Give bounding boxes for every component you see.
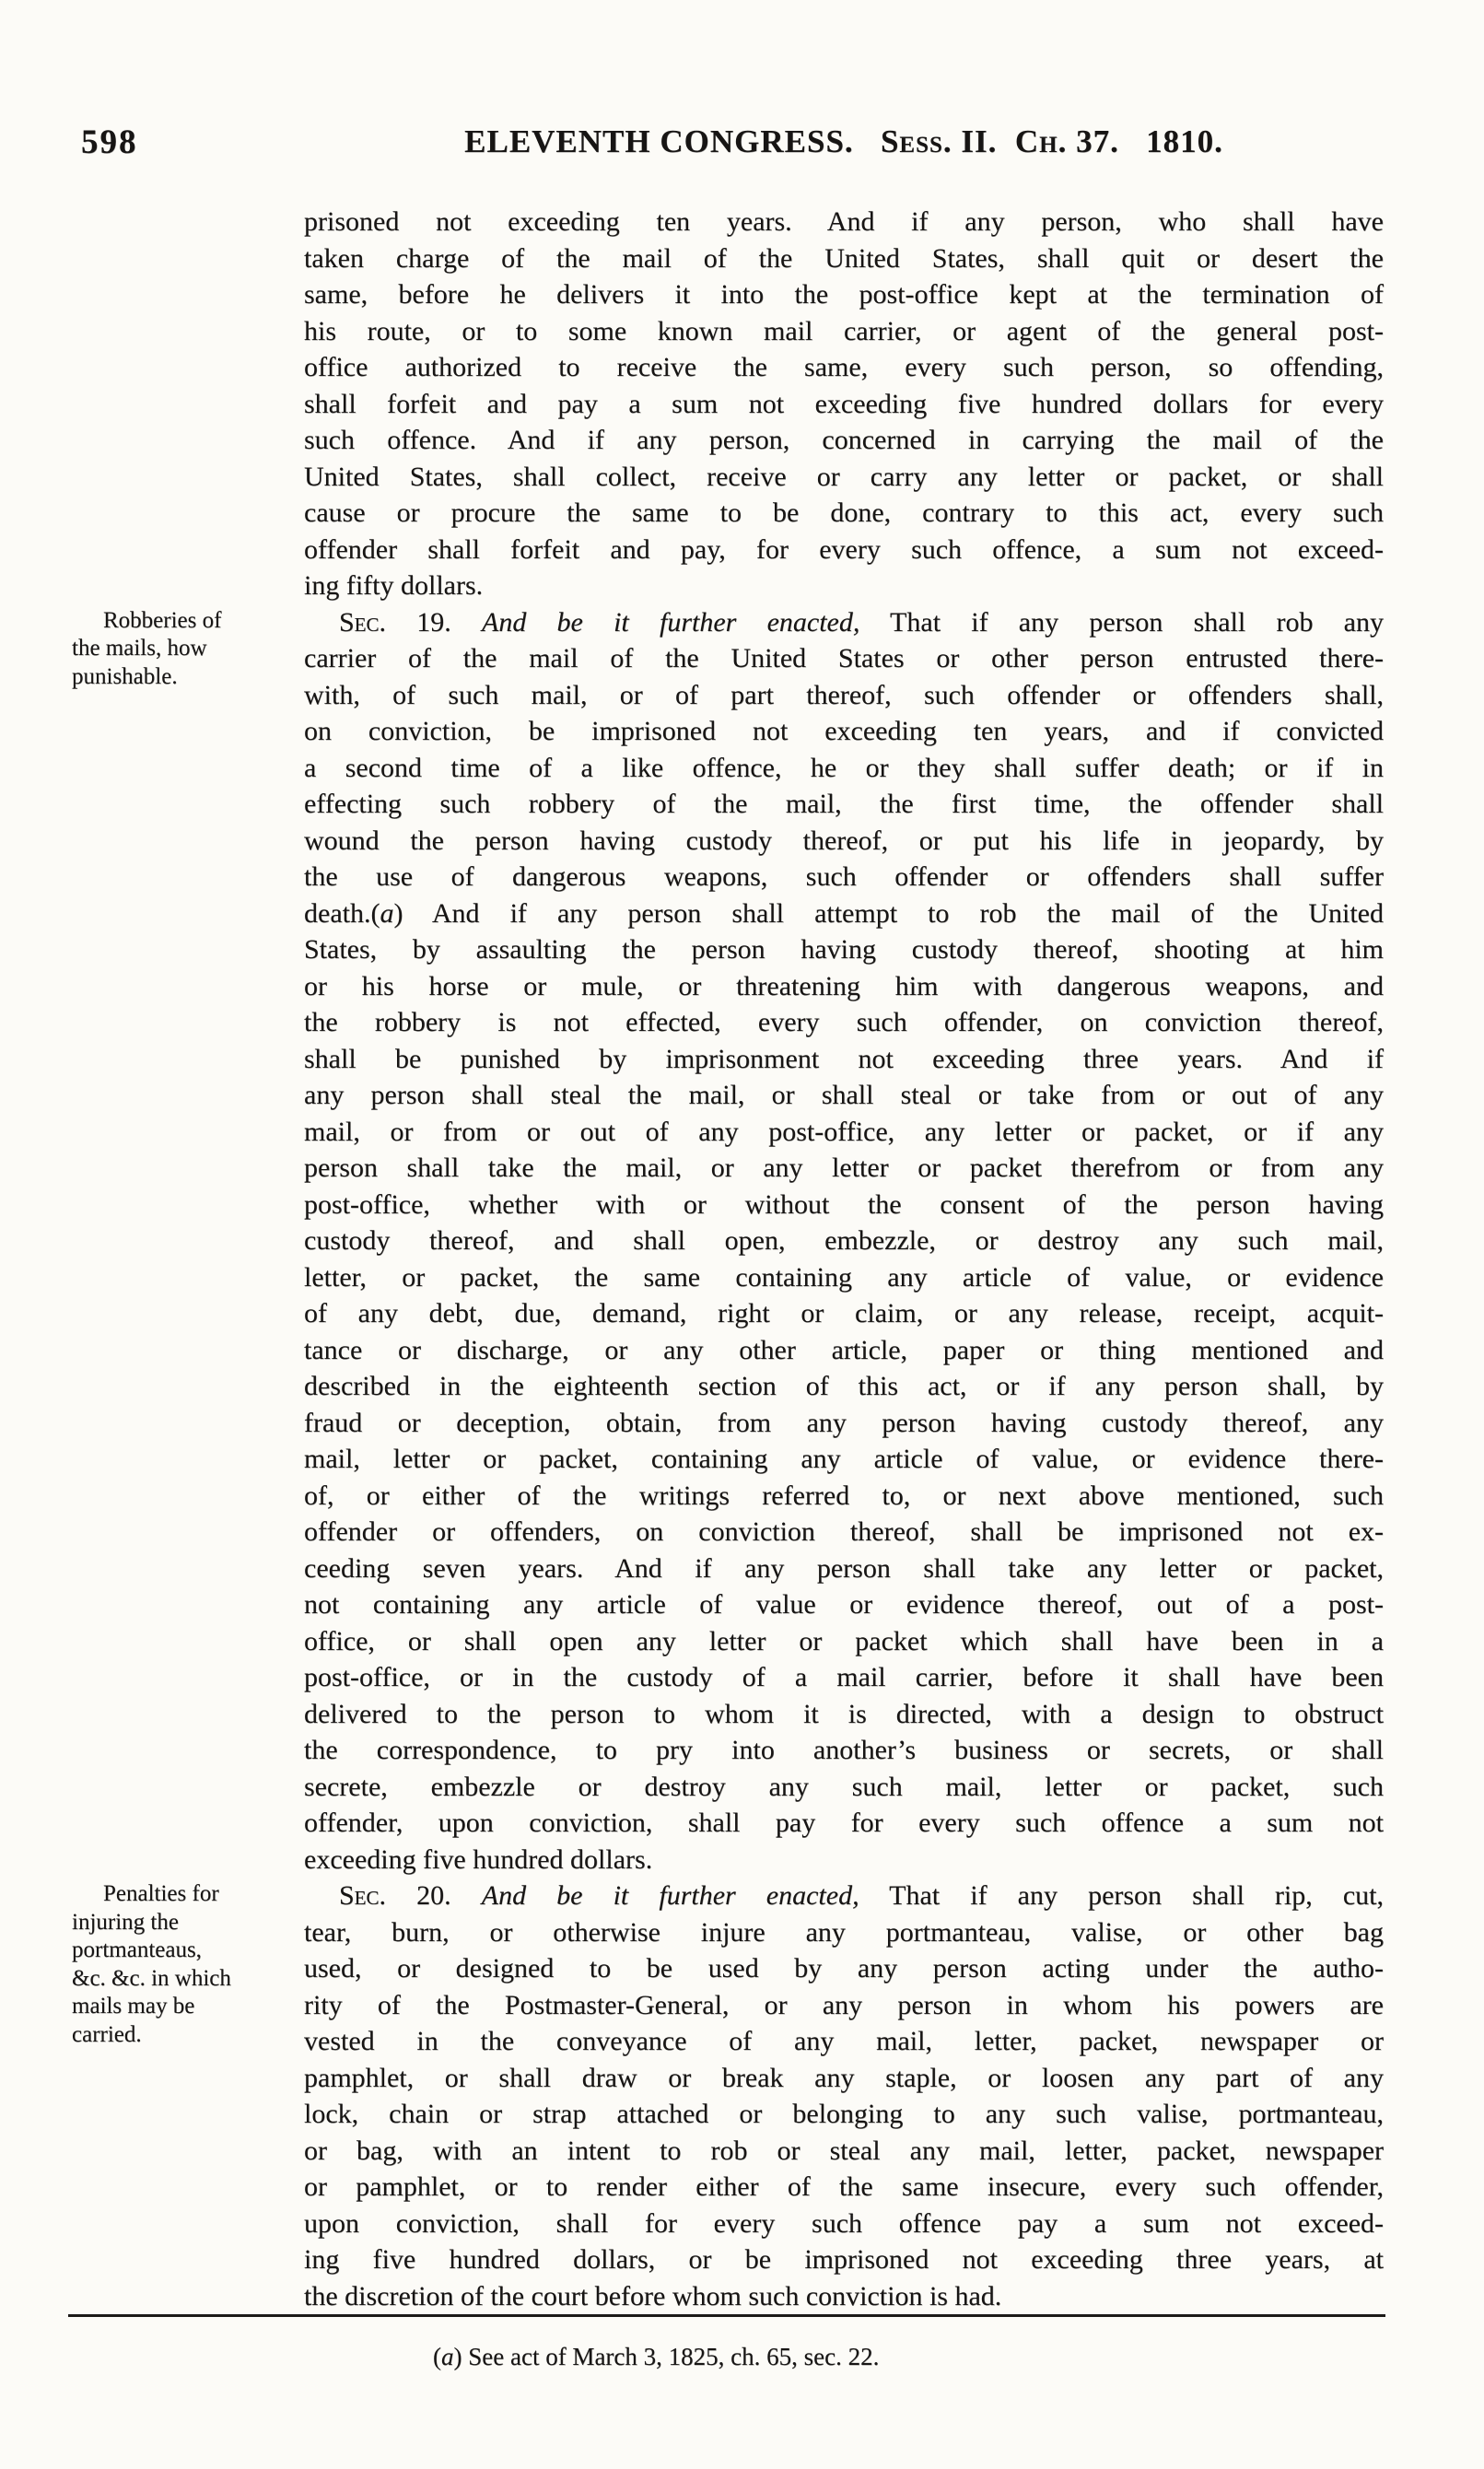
margin-note-line: &c. &c. in which (72, 1965, 231, 1991)
page-number: 598 (81, 123, 138, 161)
text-segment: 19. (386, 606, 482, 638)
text-line: tear, burn, or otherwise injure any portmanteau, valise, or other bag (304, 1916, 1384, 1948)
text-line: prisoned not exceeding ten years. And if any person, who shall have (304, 206, 1384, 237)
small-caps-text: Sess. (880, 123, 952, 159)
text-segment: ( (433, 2343, 441, 2370)
text-line: tance or discharge, or any other article, paper or thing mentioned and (304, 1334, 1384, 1365)
text-line: cause or procure the same to be done, contrary to this act, every such (304, 497, 1384, 528)
text-line: taken charge of the mail of the United States, shall quit or desert the (304, 242, 1384, 274)
text-line: a second time of a like offence, he or they shall suffer death; or if in (304, 752, 1384, 783)
text-segment: 20. (386, 1880, 482, 1911)
text-line: offender, upon conviction, shall pay for every such offence a sum not (304, 1808, 1384, 1838)
text-line (304, 895, 1384, 932)
text-line: offender shall forfeit and pay, for every such offence, a sum not exceed- (304, 533, 1384, 565)
italic-text: And be it further enacted, (482, 606, 860, 638)
text-line: the discretion of the court before whom such conviction is had. (304, 2280, 1002, 2311)
body-column (72, 204, 1384, 2314)
text-line: offender or offenders, on conviction thereof, shall be imprisoned not ex- (304, 1516, 1384, 1547)
text-line: office, or shall open any letter or packet which shall have been in a (304, 1625, 1384, 1656)
small-caps-text: Sec. (339, 606, 387, 638)
text-line: office authorized to receive the same, every such person, so offending, (304, 352, 1384, 382)
text-line: fraud or deception, obtain, from any person having custody thereof, any (304, 1407, 1384, 1438)
sec-18-continuation (304, 204, 1384, 604)
text-line: post-office, whether with or without the consent of the person having (304, 1188, 1384, 1220)
text-line: secrete, embezzle or destroy any such mail, letter or packet, such (304, 1771, 1384, 1802)
footnote-rule (68, 2314, 1385, 2317)
margin-note-line: portmanteaus, (72, 1937, 202, 1962)
text-segment: That if any person shall rip, cut, (859, 1880, 1384, 1911)
text-segment: death.( (304, 897, 380, 929)
margin-note-line: injuring the (72, 1909, 179, 1935)
margin-note-line: the mails, how (72, 636, 207, 661)
text-line: pamphlet, or shall draw or break any staple, or loosen any part of any (304, 2062, 1384, 2093)
margin-note-line: carried. (72, 2021, 142, 2047)
text-line: wound the person having custody thereof, or put his life in jeopardy, by (304, 825, 1384, 856)
text-line: mail, letter or packet, containing any article of value, or evidence there- (304, 1444, 1384, 1474)
text-line: on conviction, be imprisoned not exceeding ten years, and if convicted (304, 716, 1384, 746)
text-line: his route, or to some known mail carrier, or agent of the general post- (304, 315, 1384, 346)
text-line: described in the eighteenth section of this act, or if any person shall, by (304, 1371, 1384, 1401)
text-line: rity of the Postmaster-General, or any person in whom his powers are (304, 1989, 1384, 2020)
text-line: any person shall steal the mail, or shall steal or take from or out of any (304, 1080, 1384, 1110)
text-line: letter, or packet, the same containing any article of value, or evidence (304, 1261, 1384, 1293)
text-segment: ) See act of March 3, 1825, ch. 65, sec. 22. (453, 2343, 880, 2370)
text-line: the correspondence, to pry into another’s business or secrets, or shall (304, 1735, 1384, 1765)
text-line (304, 1878, 1384, 1914)
text-line: exceeding five hundred dollars. (304, 1843, 653, 1875)
text-line: vested in the conveyance of any mail, letter, packet, newspaper or (304, 2026, 1384, 2056)
text-line: mail, or from or out of any post-office, any letter or packet, or if any (304, 1116, 1384, 1147)
text-line: not containing any article of value or evidence thereof, out of a post- (304, 1589, 1384, 1620)
text-segment: II. (952, 123, 1015, 159)
small-caps-text: Ch. (1014, 123, 1068, 159)
text-line: effecting such robbery of the mail, the first time, the offender shall (304, 789, 1384, 819)
italic-text: a (380, 897, 394, 929)
text-line: ing fifty dollars. (304, 570, 484, 601)
section-19 (72, 604, 1384, 1878)
margin-note-line: Robberies of (103, 607, 222, 633)
margin-note (72, 1880, 295, 2049)
text-line: the robbery is not effected, every such offender, on conviction thereof, (304, 1007, 1384, 1037)
italic-text: a (441, 2343, 454, 2370)
text-line: delivered to the person to whom it is directed, with a design to obstruct (304, 1698, 1384, 1729)
text-line: person shall take the mail, or any letter or packet therefrom or from any (304, 1153, 1384, 1183)
text-line: carrier of the mail of the United States or other person entrusted there- (304, 643, 1384, 673)
text-line: shall be punished by imprisonment not exceeding three years. And if (304, 1043, 1384, 1074)
text-segment: That if any person shall rob any (859, 606, 1384, 638)
small-caps-text: Sec. (339, 1880, 387, 1911)
text-line: used, or designed to be used by any person acting under the autho- (304, 1953, 1384, 1983)
text-line: same, before he delivers it into the post-office kept at the termination of (304, 279, 1384, 310)
margin-note-line: mails may be (72, 1994, 195, 2018)
text-line: States, by assaulting the person having custody thereof, shooting at him (304, 934, 1384, 965)
text-line: ceeding seven years. And if any person shall take any letter or packet, (304, 1552, 1384, 1584)
text-line: with, of such mail, or of part thereof, such offender or offenders shall, (304, 679, 1384, 710)
margin-note (72, 607, 295, 692)
text-line: of any debt, due, demand, right or claim, or any release, receipt, acquit- (304, 1298, 1384, 1328)
text-line: the use of dangerous weapons, such offender or offenders shall suffer (304, 861, 1384, 892)
margin-note-line: Penalties for (103, 1881, 219, 1906)
margin-note-line: punishable. (72, 663, 178, 689)
text-line: shall forfeit and pay a sum not exceeding five hundred dollars for every (304, 388, 1384, 419)
text-line: or his horse or mule, or threatening him with dangerous weapons, and (304, 970, 1384, 1001)
text-line (304, 604, 1384, 641)
text-line: such offence. And if any person, concerned in carrying the mail of the (304, 425, 1384, 455)
text-line: lock, chain or strap attached or belonging to any such valise, portmanteau, (304, 2099, 1384, 2129)
text-line: custody thereof, and shall open, embezzle, or destroy any such mail, (304, 1225, 1384, 1256)
text-segment: 37. 1810. (1067, 123, 1223, 159)
text-line: of, or either of the writings referred to, or next above mentioned, such (304, 1480, 1384, 1511)
text-line: or pamphlet, or to render either of the same insecure, every such offender, (304, 2171, 1384, 2202)
section-20 (72, 1878, 1384, 2314)
text-line: ing five hundred dollars, or be imprisoned not exceeding three years, at (304, 2244, 1384, 2275)
text-line: post-office, or in the custody of a mail carrier, before it shall have been (304, 1662, 1384, 1692)
footnote (433, 2342, 879, 2371)
text-segment: ELEVENTH CONGRESS. (464, 123, 881, 159)
text-line: United States, shall collect, receive or carry any letter or packet, or shall (304, 461, 1384, 492)
running-header (304, 125, 1384, 158)
text-line: or bag, with an intent to rob or steal any mail, letter, packet, newspaper (304, 2135, 1384, 2166)
text-segment: ) And if any person shall attempt to rob the mail of the United (393, 897, 1384, 929)
italic-text: And be it further enacted, (481, 1880, 859, 1911)
text-line: upon conviction, shall for every such offence pay a sum not exceed- (304, 2207, 1384, 2239)
